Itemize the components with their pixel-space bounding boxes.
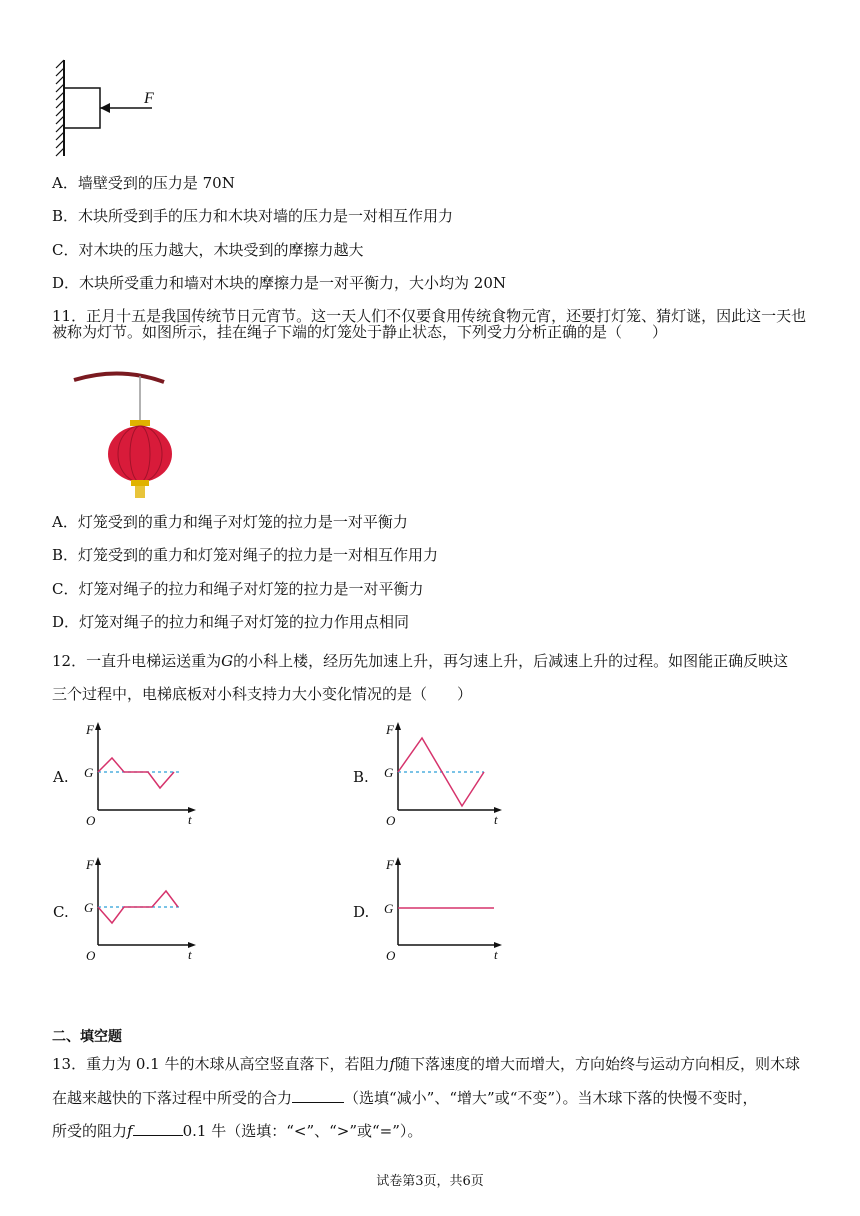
graph-c-x-label: t: [188, 947, 192, 962]
q11-option-b: B．灯笼受到的重力和灯笼对绳子的拉力是一对相互作用力: [52, 546, 439, 564]
graph-a-g-label: G: [84, 765, 94, 780]
graph-d-origin: O: [386, 948, 396, 963]
graph-c-y-label: F: [86, 857, 94, 872]
graph-b-label: B.: [353, 768, 369, 786]
graph-b-x-label: t: [494, 812, 498, 827]
force-label: F: [144, 90, 154, 107]
q11-option-c: C．灯笼对绳子的拉力和绳子对灯笼的拉力是一对平衡力: [52, 580, 424, 598]
graph-a-origin: O: [86, 813, 96, 828]
q10-option-a: A．墙壁受到的压力是 70N: [52, 174, 235, 192]
graph-d-y-label: F: [386, 857, 394, 872]
q13-line1: 13．重力为 0.1 牛的木球从高空竖直落下，若阻力f随下落速度的增大而增大，方向始终与运动方向相反，则木球: [52, 1055, 801, 1073]
graph-c-origin: O: [86, 948, 96, 963]
wall-block-figure: [52, 58, 172, 160]
section-title: 二、填空题: [52, 1029, 122, 1045]
graph-c-g-label: G: [84, 900, 94, 915]
graph-a-label: A.: [53, 768, 69, 786]
q13-blank-1[interactable]: [292, 1102, 344, 1103]
q10-option-b: B．木块所受到手的压力和木块对墙的压力是一对相互作用力: [52, 207, 454, 225]
q11-option-a: A．灯笼受到的重力和绳子对灯笼的拉力是一对平衡力: [52, 513, 408, 531]
graph-b: [380, 718, 510, 830]
q10-option-d: D．木块所受重力和墙对木块的摩擦力是一对平衡力，大小均为 20N: [52, 274, 507, 292]
lantern-top-cap: [130, 420, 150, 426]
q11-option-d: D．灯笼对绳子的拉力和绳子对灯笼的拉力作用点相同: [52, 613, 410, 631]
q10-option-c: C．对木块的压力越大，木块受到的摩擦力越大: [52, 241, 364, 259]
lantern-bottom-cap: [131, 480, 149, 486]
lantern-figure: [72, 370, 172, 500]
graph-a: [80, 718, 200, 830]
graph-d-x-label: t: [494, 947, 498, 962]
graph-b-g-label: G: [384, 765, 394, 780]
graph-c: [80, 853, 200, 965]
graph-a-y-label: F: [86, 722, 94, 737]
q11-stem-line2: 被称为灯节。如图所示，挂在绳子下端的灯笼处于静止状态，下列受力分析正确的是（ ）: [52, 323, 668, 341]
q13-line2: 在越来越快的下落过程中所受的合力 （选填“减小”、“增大”或“不变”）。当木球下落的快慢不变时，: [52, 1089, 758, 1107]
graph-d-label: D.: [353, 903, 370, 921]
graph-c-label: C.: [53, 903, 69, 921]
q12-stem-line1: 12．一直升电梯运送重为G的小科上楼，经历先加速上升，再匀速上升，后减速上升的过程。如图能正确反映这: [52, 652, 789, 670]
q13-blank-2[interactable]: [133, 1135, 183, 1136]
graph-d: [380, 853, 510, 965]
q11-stem-line1: 11．正月十五是我国传统节日元宵节。这一天人们不仅要食用传统食物元宵，还要打灯笼、猜灯谜，因此这一天也: [52, 307, 807, 325]
q12-stem-line2: 三个过程中，电梯底板对小科支持力大小变化情况的是（ ）: [52, 685, 473, 703]
graph-a-x-label: t: [188, 812, 192, 827]
graph-b-origin: O: [386, 813, 396, 828]
q13-line3: 所受的阻力f 0.1 牛（选填：“<”、“>”或“=”）。: [52, 1122, 423, 1140]
graph-d-g-label: G: [384, 901, 394, 916]
graph-b-y-label: F: [386, 722, 394, 737]
lantern-tassel: [135, 486, 145, 498]
page-footer: 试卷第3页，共6页: [376, 1174, 484, 1189]
